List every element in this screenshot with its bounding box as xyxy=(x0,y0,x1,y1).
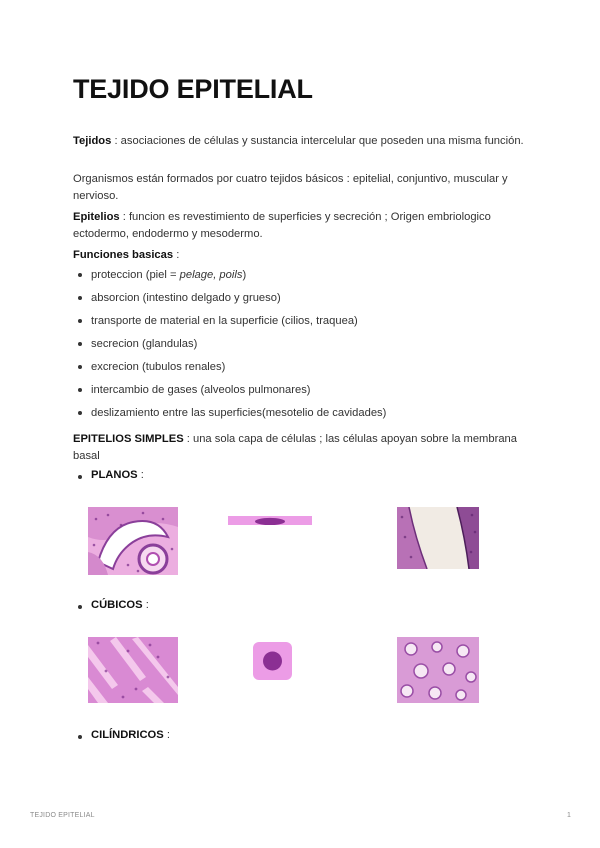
section-planos: PLANOS : xyxy=(73,469,144,481)
footer-title: TEJIDO EPITELIAL xyxy=(30,812,95,819)
tejidos-text: : asociaciones de células y sustancia intercelular que poseden una misma función. xyxy=(111,135,524,147)
organismos-paragraph: Organismos están formados por cuatro tejidos básicos : epitelial, conjuntivo, muscular y nervioso. xyxy=(73,173,508,202)
functions-list xyxy=(73,267,386,428)
tejidos-paragraph xyxy=(73,133,533,150)
section-cubicos: CÚBICOS : xyxy=(73,599,149,611)
function-item: intercambio de gases (alveolos pulmonares) xyxy=(73,382,386,405)
function-item: secrecion (glandulas) xyxy=(73,336,386,359)
epitelios-term: Epitelios xyxy=(73,211,120,223)
planos-micrograph-1 xyxy=(88,507,178,575)
funciones-term: Funciones basicas xyxy=(73,249,174,261)
tejidos-term: Tejidos xyxy=(73,135,112,147)
cubicos-cell-diagram xyxy=(253,642,292,680)
epitelios-simples-term: EPITELIOS SIMPLES xyxy=(73,433,184,445)
function-item: absorcion (intestino delgado y grueso) xyxy=(73,290,386,313)
epitelios-simples-text: : una sola capa de células ; las células apoyan sobre la membrana basal xyxy=(73,433,517,462)
function-item: deslizamiento entre las superficies(mesotelio de cavidades) xyxy=(73,405,386,428)
epitelios-paragraph xyxy=(73,209,533,242)
page-title: TEJIDO EPITELIAL xyxy=(73,74,313,104)
function-item: excrecion (tubulos renales) xyxy=(73,359,386,382)
cubicos-micrograph-1 xyxy=(88,637,178,703)
funciones-heading xyxy=(73,247,533,264)
planos-micrograph-2 xyxy=(397,507,479,569)
epitelios-text: : funcion es revestimiento de superficies y secreción ; Origen embriologico ectodermo, endodermo y mesodermo. xyxy=(73,211,491,240)
planos-cell-diagram xyxy=(228,514,312,525)
epitelios-simples-paragraph xyxy=(73,431,533,464)
section-cilindricos: CILÍNDRICOS : xyxy=(73,729,170,741)
cubicos-micrograph-2 xyxy=(397,637,479,703)
function-item: transporte de material en la superficie (cilios, traquea) xyxy=(73,313,386,336)
function-item: proteccion (piel = pelage, poils) xyxy=(73,267,386,290)
page-number: 1 xyxy=(567,812,572,819)
funciones-text: : xyxy=(173,249,180,261)
